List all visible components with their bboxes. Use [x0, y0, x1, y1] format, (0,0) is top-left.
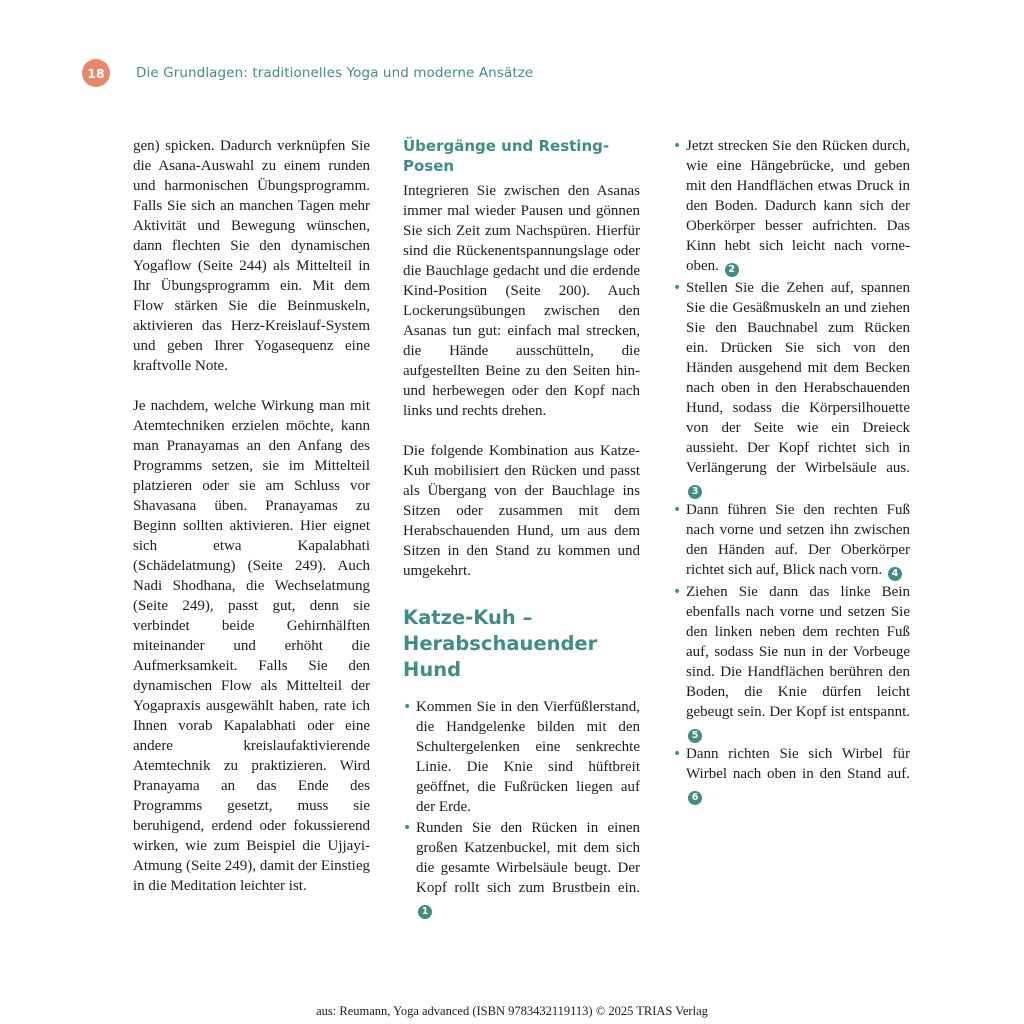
paragraph: Je nachdem, welche Wirkung man mit Atemtechniken erzielen möchte, kann man Pranayamas an den Anfang des Programms setzen, sie im Mittelteil platzieren oder sie am Schluss vor Shavasana üben. Pranayamas zu Beginn sollten aktivieren. Hier eignet sich etwa Kapalabhati (Schädelatmung) (Seite 249). Auch Nadi Shodhana, die Wechselatmung (Seite 249), passt gut, denn sie verbindet beide Gehirnhälften miteinander und erhöht die Aufmerksamkeit. Falls Sie den dynamischen Flow als Mittelteil der Yogapraxis ausgewählt haben, rate ich Ihnen vorab Kapalabhati oder eine andere kreislaufaktivierende Atemtechnik zu praktizieren. Wird Pranayama an das Ende des Programms gesetzt, muss sie beruhigend, erdend oder fokussierend wirken, wie zum Beispiel die Ujjayi-Atmung (Seite 249), damit der Einstieg in die Meditation leichter ist.: [133, 398, 370, 894]
list-item: [673, 500, 910, 581]
list-item: [673, 136, 910, 277]
page-number-badge: 18: [82, 59, 110, 87]
exercise-steps-list-continued: [673, 136, 910, 805]
column-3: [673, 136, 910, 920]
step-text: Kommen Sie in den Vierfüßlerstand, die Handgelenke bilden mit den Schultergelenken eine senkrechte Linie. Die Knie sind hüftbreit geöffnet, die Fußrücken liegen auf der Erde.: [416, 699, 640, 815]
list-item: [673, 582, 910, 743]
step-text: Dann richten Sie sich Wirbel für Wirbel nach oben in den Stand auf.: [686, 746, 910, 782]
step-number-badge: 5: [688, 729, 702, 743]
list-item: [673, 278, 910, 499]
list-item: [673, 744, 910, 805]
exercise-steps-list: [403, 697, 640, 919]
paragraph: Integrieren Sie zwischen den Asanas immer mal wieder Pausen und gönnen Sie sich Zeit zum Nachspüren. Hierfür sind die Rückenentspannungslage oder die Bauchlage gedacht und die erdende Kind-Position (Seite 200). Auch Lockerungsübungen zwischen den Asanas tun gut: einfach mal strecken, die Hände ausschütteln, die aufgestellten Beine zu den Seiten hin- und herbewegen oder den Kopf nach links und rechts drehen.: [403, 183, 640, 419]
paragraph: gen) spicken. Dadurch verknüpfen Sie die Asana-Auswahl zu einem runden und harmonischen Übungsprogramm. Falls Sie sich an manchen Tagen mehr Aktivität und Bewegung wünschen, dann flechten Sie den dynamischen Yogaflow (Seite 244) als Mittelteil in Ihr Übungsprogramm ein. Mit dem Flow stärken Sie die Beinmuskeln, aktivieren das Herz-Kreislauf-System und geben Ihrer Yogasequenz eine kraftvolle Note.: [133, 138, 370, 374]
step-text: Runden Sie den Rücken in einen großen Katzenbuckel, mit dem sich die gesamte Wirbelsäule beugt. Der Kopf rollt sich zum Brustbein ein.: [416, 820, 640, 896]
page-content: [133, 136, 911, 920]
list-item: [403, 697, 640, 817]
section-heading-uebergaenge: Übergänge und Resting-Posen: [403, 137, 610, 175]
page-header: [82, 59, 533, 87]
column-2: [403, 136, 640, 920]
copyright-footer: aus: Reumann, Yoga advanced (ISBN 9783432119113) © 2025 TRIAS Verlag: [316, 1004, 708, 1018]
chapter-title: Die Grundlagen: traditionelles Yoga und moderne Ansätze: [136, 65, 534, 81]
step-text: Jetzt strecken Sie den Rücken durch, wie eine Hängebrücke, und geben mit den Handflächen etwas Druck in den Boden. Dadurch kann sich der Oberkörper besser aufrichten. Das Kinn hebt sich leicht nach vorne-oben.: [686, 138, 910, 274]
step-number-badge: 3: [688, 485, 702, 499]
step-number-badge: 1: [418, 905, 432, 919]
section-heading-katze-kuh: Katze-Kuh – Herabschauender Hund: [403, 606, 598, 681]
step-number-badge: 2: [725, 263, 739, 277]
step-text: Ziehen Sie dann das linke Bein ebenfalls nach vorne und setzen Sie den linken neben dem rechten Fuß auf, sodass Sie nun in der Vorbeuge sind. Die Handflächen berühren den Boden, die Knie dürfen leicht gebeugt sein. Der Kopf ist entspannt.: [686, 584, 910, 720]
list-item: [403, 818, 640, 919]
column-1: [133, 136, 370, 920]
step-text: Dann führen Sie den rechten Fuß nach vorne und setzen ihn zwischen den Händen auf. Der Oberkörper richtet sich auf, Blick nach vorn.: [686, 502, 910, 578]
step-text: Stellen Sie die Zehen auf, spannen Sie die Gesäßmuskeln an und ziehen Sie den Bauchnabel zum Rücken ein. Drücken Sie sich von den Händen ausgehend mit dem Becken nach oben in den Herabschauenden Hund, sodass die Körpersilhouette von der Seite wie ein Dreieck aussieht. Der Kopf richtet sich in Verlängerung der Wirbelsäule aus.: [686, 280, 910, 476]
step-number-badge: 4: [888, 567, 902, 581]
step-number-badge: 6: [688, 791, 702, 805]
paragraph: Die folgende Kombination aus Katze-Kuh mobilisiert den Rücken und passt als Übergang von der Bauchlage ins Sitzen oder zusammen mit dem Herabschauenden Hund, um aus dem Sitzen in den Stand zu kommen und umgekehrt.: [403, 443, 640, 579]
